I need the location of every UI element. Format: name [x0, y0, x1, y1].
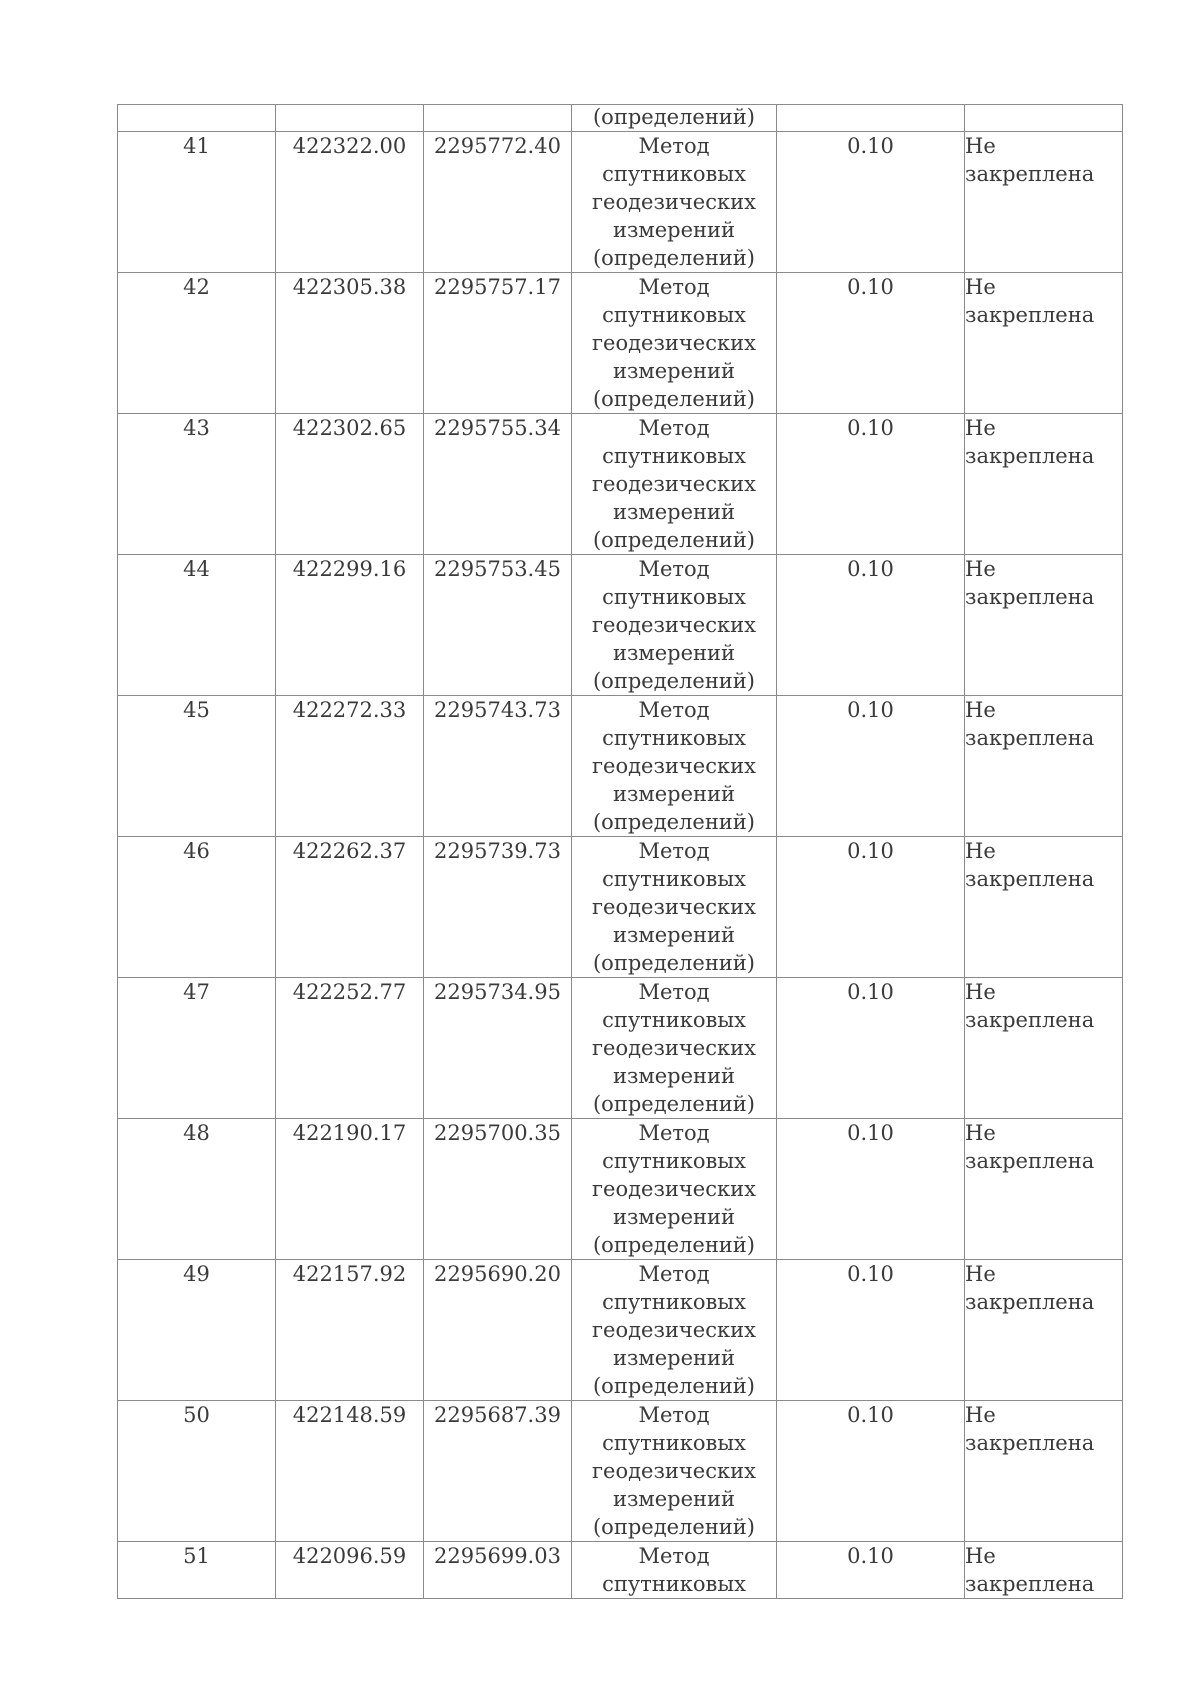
cell-method-line: геодезических: [592, 1036, 756, 1060]
cell-method-line: геодезических: [592, 895, 756, 919]
cell-method-line: Метод: [638, 1121, 710, 1145]
cell-method-line: геодезических: [592, 472, 756, 496]
cell-point-number: 45: [118, 696, 276, 837]
cell-y-coordinate: 2295743.73: [424, 696, 572, 837]
cell-fixation-line: Не: [965, 1121, 996, 1145]
cell-method-line: (определений): [592, 810, 755, 834]
cell-x-coordinate: 422148.59: [276, 1401, 424, 1542]
cell-method-line: измерений: [612, 1205, 736, 1229]
cell-accuracy: [777, 105, 965, 132]
cell-fixation-line: закреплена: [965, 1008, 1095, 1032]
cell-method: [572, 696, 777, 837]
cell-method-line: Метод: [638, 134, 710, 158]
cell-method-line: измерений: [612, 923, 736, 947]
cell-fixation: [965, 1401, 1123, 1542]
cell-fixation-line: Не: [965, 416, 996, 440]
cell-method-line: (определений): [592, 246, 755, 270]
cell-method-line: Метод: [638, 416, 710, 440]
table-row: [118, 1542, 1123, 1599]
cell-method-line: спутниковых: [602, 867, 746, 891]
table-row: [118, 1401, 1123, 1542]
cell-fixation-line: Не: [965, 275, 996, 299]
table-row: [118, 978, 1123, 1119]
cell-method-line: измерений: [612, 500, 736, 524]
table-row: [118, 696, 1123, 837]
table-row-continuation: [118, 105, 1123, 132]
cell-method: [572, 273, 777, 414]
cell-method-line: спутниковых: [602, 1572, 746, 1596]
cell-method-line: спутниковых: [602, 1290, 746, 1314]
cell-fixation-line: Не: [965, 980, 996, 1004]
cell-accuracy: 0.10: [777, 273, 965, 414]
cell-fixation: [965, 978, 1123, 1119]
cell-fixation: [965, 273, 1123, 414]
cell-y-coordinate: 2295699.03: [424, 1542, 572, 1599]
cell-fixation-line: закреплена: [965, 1572, 1095, 1596]
cell-method-line: спутниковых: [602, 162, 746, 186]
cell-fixation: [965, 1119, 1123, 1260]
table-row: [118, 414, 1123, 555]
cell-fixation-line: закреплена: [965, 444, 1095, 468]
cell-point-number: 51: [118, 1542, 276, 1599]
cell-y-coordinate: 2295690.20: [424, 1260, 572, 1401]
cell-fixation-line: закреплена: [965, 1149, 1095, 1173]
cell-method-line: измерений: [612, 782, 736, 806]
cell-fixation-line: Не: [965, 557, 996, 581]
cell-method-line: (определений): [592, 1092, 755, 1116]
table-row: [118, 273, 1123, 414]
cell-method-line: (определений): [592, 1515, 755, 1539]
cell-x-coordinate: 422272.33: [276, 696, 424, 837]
cell-fixation: [965, 132, 1123, 273]
cell-fixation-line: Не: [965, 698, 996, 722]
cell-method-line: спутниковых: [602, 444, 746, 468]
cell-point-number: 50: [118, 1401, 276, 1542]
cell-y-coordinate: 2295772.40: [424, 132, 572, 273]
cell-fixation: [965, 414, 1123, 555]
cell-method-line: спутниковых: [602, 1431, 746, 1455]
cell-method: [572, 555, 777, 696]
table-row: [118, 132, 1123, 273]
cell-method-line: (определений): [592, 951, 755, 975]
cell-point-number: 48: [118, 1119, 276, 1260]
cell-method-line: геодезических: [592, 613, 756, 637]
cell-method-line: измерений: [612, 1487, 736, 1511]
cell-accuracy: 0.10: [777, 1542, 965, 1599]
cell-y-coordinate: 2295757.17: [424, 273, 572, 414]
cell-method-continuation: (определений): [572, 105, 777, 132]
cell-accuracy: 0.10: [777, 1119, 965, 1260]
cell-method: [572, 1542, 777, 1599]
cell-method-line: измерений: [612, 1346, 736, 1370]
cell-point-number: 44: [118, 555, 276, 696]
cell-method-line: Метод: [638, 980, 710, 1004]
cell-fixation-line: Не: [965, 1403, 996, 1427]
cell-method: [572, 978, 777, 1119]
cell-accuracy: 0.10: [777, 132, 965, 273]
cell-fixation-line: закреплена: [965, 585, 1095, 609]
cell-method: [572, 1260, 777, 1401]
cell-point-number: 41: [118, 132, 276, 273]
cell-fixation-line: Не: [965, 134, 996, 158]
cell-accuracy: 0.10: [777, 1401, 965, 1542]
cell-method-line: (определений): [592, 669, 755, 693]
cell-fixation-line: Не: [965, 1262, 996, 1286]
cell-x-coordinate: 422157.92: [276, 1260, 424, 1401]
cell-method-line: Метод: [638, 557, 710, 581]
cell-method: [572, 837, 777, 978]
cell-method-line: геодезических: [592, 1459, 756, 1483]
cell-fixation-line: Не: [965, 839, 996, 863]
cell-fixation: [965, 837, 1123, 978]
cell-method-line: геодезических: [592, 1177, 756, 1201]
cell-method: [572, 1401, 777, 1542]
cell-method-line: Метод: [638, 839, 710, 863]
cell-fixation-line: закреплена: [965, 867, 1095, 891]
cell-accuracy: 0.10: [777, 837, 965, 978]
cell-method-line: спутниковых: [602, 1149, 746, 1173]
table-row: [118, 837, 1123, 978]
cell-x-coordinate: 422096.59: [276, 1542, 424, 1599]
cell-y-coordinate: 2295734.95: [424, 978, 572, 1119]
table-row: [118, 1119, 1123, 1260]
cell-fixation: [965, 555, 1123, 696]
cell-x: [276, 105, 424, 132]
cell-y-coordinate: 2295700.35: [424, 1119, 572, 1260]
cell-fixation: [965, 1542, 1123, 1599]
cell-fixation: [965, 1260, 1123, 1401]
cell-method-line: (определений): [592, 528, 755, 552]
cell-x-coordinate: 422262.37: [276, 837, 424, 978]
cell-x-coordinate: 422190.17: [276, 1119, 424, 1260]
cell-y-coordinate: 2295739.73: [424, 837, 572, 978]
cell-method-line: Метод: [638, 1544, 710, 1568]
cell-method: [572, 414, 777, 555]
cell-method-line: спутниковых: [602, 303, 746, 327]
cell-y: [424, 105, 572, 132]
cell-method-line: геодезических: [592, 1318, 756, 1342]
cell-fixation-line: Не: [965, 1544, 996, 1568]
cell-accuracy: 0.10: [777, 555, 965, 696]
cell-y-coordinate: 2295755.34: [424, 414, 572, 555]
cell-method-line: Метод: [638, 698, 710, 722]
cell-accuracy: 0.10: [777, 414, 965, 555]
cell-fixation-line: закреплена: [965, 726, 1095, 750]
cell-method-line: спутниковых: [602, 1008, 746, 1032]
cell-method-line: Метод: [638, 275, 710, 299]
cell-method-line: измерений: [612, 1064, 736, 1088]
cell-point-number: 49: [118, 1260, 276, 1401]
cell-method-line: спутниковых: [602, 726, 746, 750]
cell-fixation: [965, 105, 1123, 132]
cell-y-coordinate: 2295687.39: [424, 1401, 572, 1542]
cell-x-coordinate: 422299.16: [276, 555, 424, 696]
cell-y-coordinate: 2295753.45: [424, 555, 572, 696]
cell-fixation-line: закреплена: [965, 303, 1095, 327]
cell-method-line: спутниковых: [602, 585, 746, 609]
cell-method-line: геодезических: [592, 754, 756, 778]
cell-accuracy: 0.10: [777, 1260, 965, 1401]
table-row: [118, 555, 1123, 696]
cell-fixation: [965, 696, 1123, 837]
cell-fixation-line: закреплена: [965, 1431, 1095, 1455]
cell-method-line: геодезических: [592, 190, 756, 214]
cell-point-number: 42: [118, 273, 276, 414]
cell-method-line: Метод: [638, 1403, 710, 1427]
coordinates-table-body: [118, 105, 1123, 1599]
cell-x-coordinate: 422302.65: [276, 414, 424, 555]
cell-x-coordinate: 422252.77: [276, 978, 424, 1119]
table-row: [118, 1260, 1123, 1401]
cell-method-line: Метод: [638, 1262, 710, 1286]
cell-method-line: измерений: [612, 359, 736, 383]
cell-point-number: 43: [118, 414, 276, 555]
cell-fixation-line: закреплена: [965, 162, 1095, 186]
cell-point-number: 47: [118, 978, 276, 1119]
cell-fixation-line: закреплена: [965, 1290, 1095, 1314]
cell-method-line: (определений): [592, 1233, 755, 1257]
cell-method-line: геодезических: [592, 331, 756, 355]
cell-num: [118, 105, 276, 132]
cell-accuracy: 0.10: [777, 696, 965, 837]
cell-method: [572, 132, 777, 273]
cell-point-number: 46: [118, 837, 276, 978]
cell-x-coordinate: 422305.38: [276, 273, 424, 414]
cell-method-line: измерений: [612, 218, 736, 242]
cell-method-line: (определений): [592, 1374, 755, 1398]
cell-method-line: (определений): [592, 387, 755, 411]
cell-x-coordinate: 422322.00: [276, 132, 424, 273]
cell-method-line: измерений: [612, 641, 736, 665]
cell-method: [572, 1119, 777, 1260]
cell-accuracy: 0.10: [777, 978, 965, 1119]
coordinates-table: [117, 104, 1123, 1599]
